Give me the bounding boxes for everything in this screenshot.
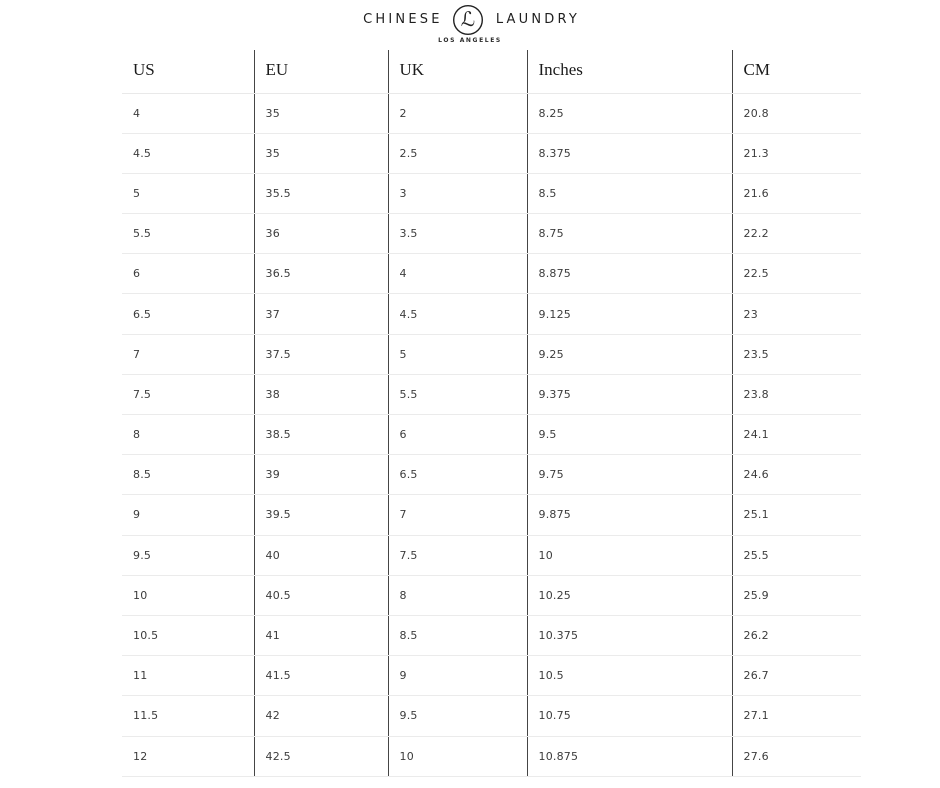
size-chart-table [122,50,861,777]
monogram-letter: ℒ [460,7,475,31]
table-cell: 8.25 [527,93,732,133]
table-cell: 23.8 [732,374,861,414]
table-row [122,455,861,495]
table-cell: 5.5 [122,214,254,254]
table-cell: 7 [122,334,254,374]
table-cell: 6 [388,415,527,455]
table-cell: 8.5 [527,173,732,213]
table-cell: 3 [388,173,527,213]
table-cell: 5 [122,173,254,213]
table-cell: 41 [254,615,388,655]
table-cell: 22.5 [732,254,861,294]
table-cell: 35 [254,133,388,173]
table-cell: 9 [122,495,254,535]
table-cell: 25.9 [732,575,861,615]
table-cell: 40.5 [254,575,388,615]
table-cell: 10 [388,736,527,776]
table-cell: 8.5 [388,615,527,655]
table-cell: 10.875 [527,736,732,776]
table-cell: 4 [122,93,254,133]
table-cell: 9.25 [527,334,732,374]
column-header-eu: EU [254,50,388,93]
table-cell: 8 [122,415,254,455]
table-row [122,696,861,736]
brand-name-right: LAUNDRY [495,12,581,27]
table-cell: 36.5 [254,254,388,294]
table-cell: 6 [122,254,254,294]
table-cell: 4.5 [388,294,527,334]
table-cell: 8.75 [527,214,732,254]
table-cell: 6.5 [388,455,527,495]
table-cell: 10.5 [527,656,732,696]
table-cell: 41.5 [254,656,388,696]
table-cell: 3.5 [388,214,527,254]
table-cell: 5 [388,334,527,374]
table-cell: 9.5 [122,535,254,575]
table-cell: 9.375 [527,374,732,414]
table-cell: 9.125 [527,294,732,334]
column-header-cm: CM [732,50,861,93]
table-cell: 26.7 [732,656,861,696]
table-cell: 10 [527,535,732,575]
table-row [122,535,861,575]
table-cell: 42 [254,696,388,736]
size-chart-body [122,93,861,776]
table-cell: 40 [254,535,388,575]
table-cell: 8.875 [527,254,732,294]
table-cell: 9.5 [388,696,527,736]
table-cell: 11.5 [122,696,254,736]
table-row [122,334,861,374]
table-cell: 27.1 [732,696,861,736]
table-cell: 39 [254,455,388,495]
table-cell: 11 [122,656,254,696]
table-cell: 42.5 [254,736,388,776]
table-cell: 2.5 [388,133,527,173]
table-row [122,133,861,173]
table-row [122,214,861,254]
table-row [122,254,861,294]
table-cell: 7.5 [388,535,527,575]
table-cell: 21.6 [732,173,861,213]
table-cell: 2 [388,93,527,133]
brand-logo [0,3,940,44]
table-cell: 25.5 [732,535,861,575]
table-cell: 7.5 [122,374,254,414]
table-cell: 24.6 [732,455,861,495]
table-cell: 8.375 [527,133,732,173]
size-chart-section [122,50,861,777]
table-cell: 39.5 [254,495,388,535]
table-cell: 24.1 [732,415,861,455]
table-cell: 38 [254,374,388,414]
column-header-us: US [122,50,254,93]
column-header-uk: UK [388,50,527,93]
table-cell: 35 [254,93,388,133]
table-header-row [122,50,861,93]
table-cell: 5.5 [388,374,527,414]
table-cell: 4.5 [122,133,254,173]
table-cell: 8 [388,575,527,615]
table-cell: 4 [388,254,527,294]
table-cell: 35.5 [254,173,388,213]
table-row [122,173,861,213]
table-row [122,415,861,455]
chinese-laundry-monogram-icon [451,3,485,37]
table-row [122,736,861,776]
table-row [122,575,861,615]
table-row [122,615,861,655]
table-cell: 8.5 [122,455,254,495]
table-row [122,294,861,334]
table-row [122,93,861,133]
table-cell: 9.75 [527,455,732,495]
table-cell: 7 [388,495,527,535]
column-header-inches: Inches [527,50,732,93]
table-cell: 9.875 [527,495,732,535]
table-cell: 26.2 [732,615,861,655]
table-cell: 12 [122,736,254,776]
table-cell: 9.5 [527,415,732,455]
table-cell: 27.6 [732,736,861,776]
table-cell: 10 [122,575,254,615]
table-row [122,656,861,696]
table-cell: 6.5 [122,294,254,334]
table-cell: 10.5 [122,615,254,655]
table-cell: 22.2 [732,214,861,254]
brand-name-left: CHINESE [363,12,443,27]
table-cell: 10.75 [527,696,732,736]
table-cell: 23 [732,294,861,334]
table-row [122,495,861,535]
brand-tagline: LOS ANGELES [438,37,502,44]
table-cell: 9 [388,656,527,696]
table-row [122,374,861,414]
table-cell: 37.5 [254,334,388,374]
table-cell: 23.5 [732,334,861,374]
table-cell: 10.25 [527,575,732,615]
table-cell: 21.3 [732,133,861,173]
table-cell: 10.375 [527,615,732,655]
brand-logo-row [360,3,580,37]
table-cell: 25.1 [732,495,861,535]
table-cell: 37 [254,294,388,334]
table-cell: 20.8 [732,93,861,133]
table-cell: 36 [254,214,388,254]
table-cell: 38.5 [254,415,388,455]
